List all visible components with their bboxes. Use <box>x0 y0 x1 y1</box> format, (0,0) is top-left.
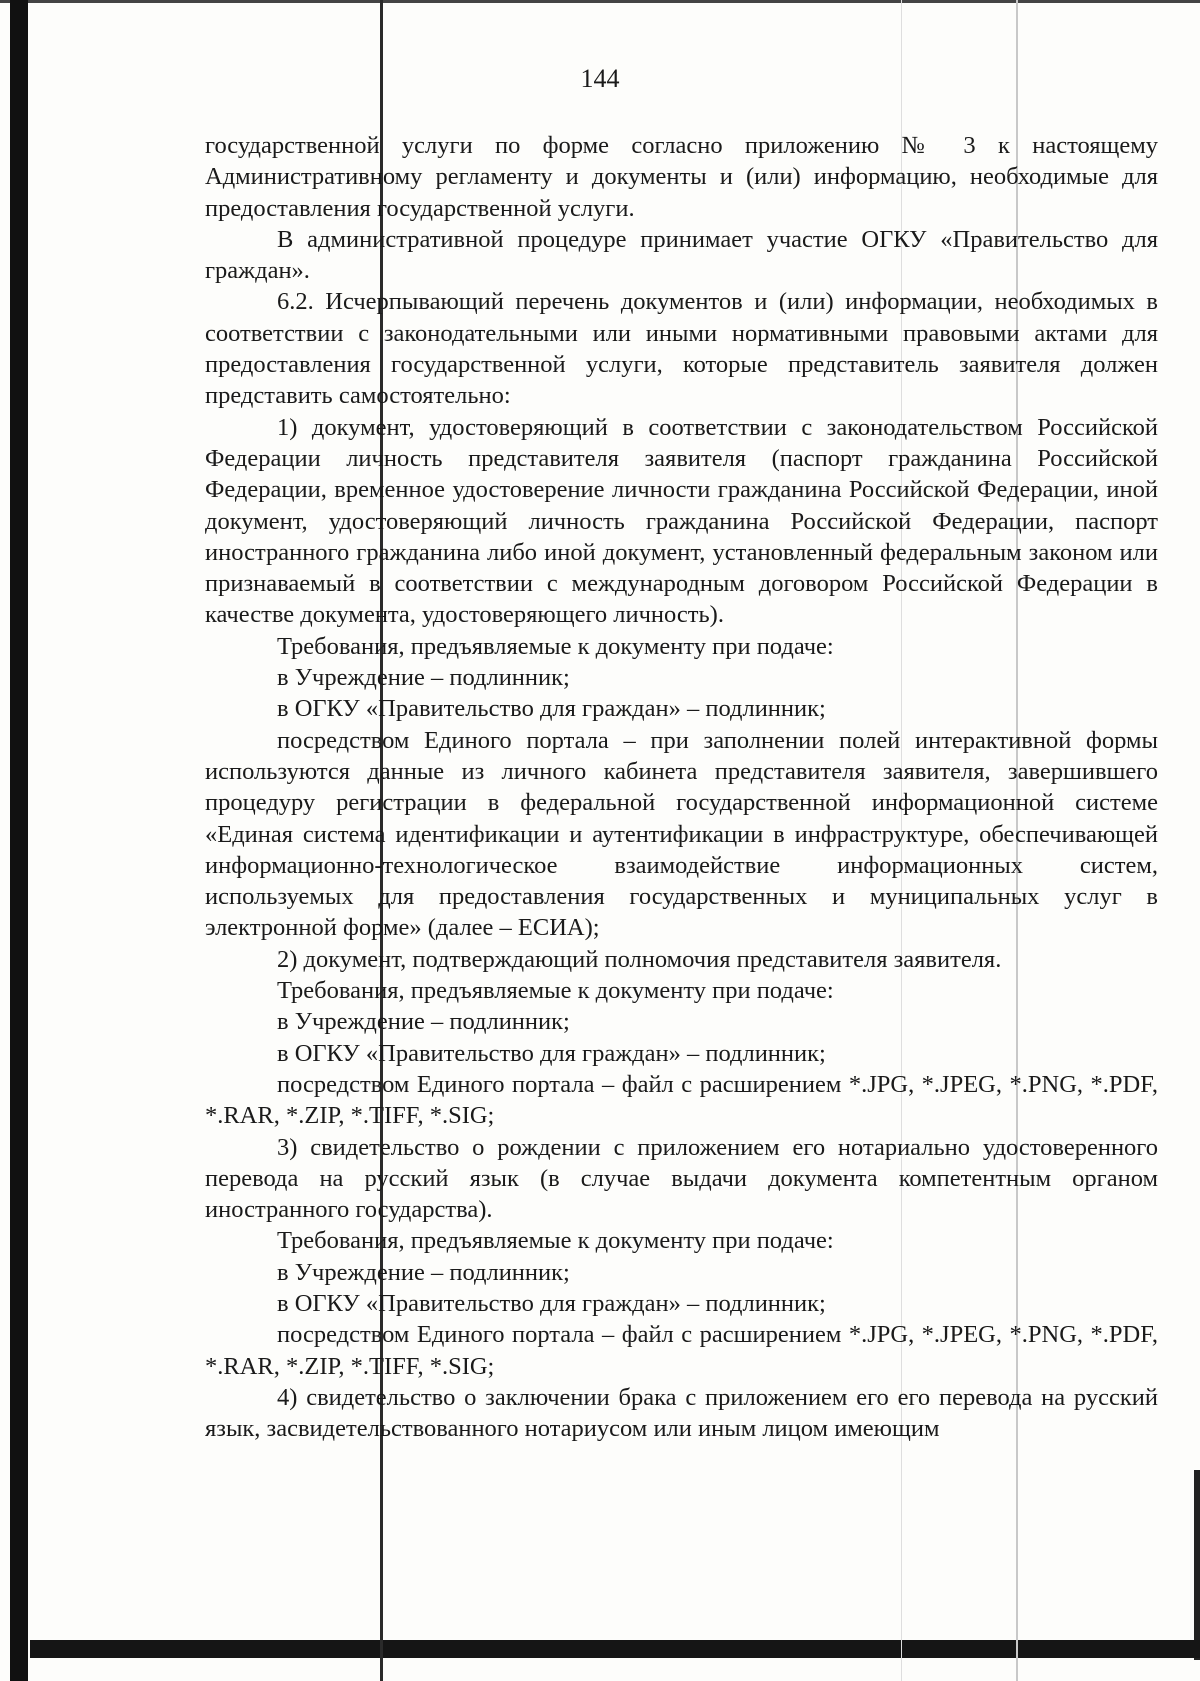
paragraph: В административной процедуре принимает участие ОГКУ «Правительство для граждан». <box>205 225 1158 285</box>
paragraph: государственной услуги по форме согласно приложению № 3 к настоящему Административному регламенту и документы и (или) информацию, необходимые для предоставления государственной услуги. <box>205 132 1158 222</box>
paragraph: 3) свидетельство о рождении с приложением его нотариально удостоверенного перевода на русский язык (в случае выдачи документа компетентным органом иностранного государства). <box>205 1133 1158 1224</box>
scan-edge-bottom <box>30 1640 1200 1658</box>
document-body <box>205 130 1158 1444</box>
paragraph: в ОГКУ «Правительство для граждан» – подлинник; <box>277 1039 826 1067</box>
paragraph: в Учреждение – подлинник; <box>277 664 570 692</box>
paragraph: 1) документ, удостоверяющий в соответствии с законодательством Российской Федерации личность представителя заявителя (паспорт гражданина Российской Федерации, временное удостоверение личности гражданина Российской Федерации, иной документ, удостоверяющий личность гражданина Российской Федерации, паспорт иностранного гражданина либо иной документ, установленный федеральным законом или признаваемый в соответствии с международным договором Российской Федерации в качестве документа, удостоверяющего личность). <box>205 413 1158 629</box>
paragraph: 6.2. Исчерпывающий перечень документов и (или) информации, необходимых в соответствии с законодательными или иными нормативными правовыми актами для предоставления государственной услуги, которые представитель заявителя должен представить самостоятельно: <box>205 288 1158 410</box>
paragraph: 4) свидетельство о заключении брака с приложением его его перевода на русский язык, засвидетельствованного нотариусом или иным лицом имеющим <box>205 1383 1158 1443</box>
paragraph: в Учреждение – подлинник; <box>277 1008 570 1036</box>
paragraph: в ОГКУ «Правительство для граждан» – подлинник; <box>277 1289 826 1317</box>
paragraph: в Учреждение – подлинник; <box>277 1258 570 1286</box>
paragraph: 2) документ, подтверждающий полномочия представителя заявителя. <box>277 945 1002 973</box>
scan-edge-right <box>1194 1470 1200 1660</box>
paragraph: Требования, предъявляемые к документу при подаче: <box>277 1227 834 1255</box>
scan-edge-top <box>0 0 1200 3</box>
paragraph: посредством Единого портала – при заполнении полей интерактивной формы используются данные из личного кабинета представителя заявителя, завершившего процедуру регистрации в федеральной государственной информационной системе «Единая система идентификации и аутентификации в инфраструктуре, обеспечивающей информационно-технологическое взаимодействие информационных систем, используемых для предоставления государственных и муниципальных услуг в электронной форме» (далее – ЕСИА); <box>205 726 1158 942</box>
page-number: 144 <box>580 64 620 93</box>
paragraph: в ОГКУ «Правительство для граждан» – подлинник; <box>277 695 826 723</box>
paragraph: Требования, предъявляемые к документу при подаче: <box>277 977 834 1005</box>
scan-edge-left <box>10 0 28 1681</box>
paragraph: Требования, предъявляемые к документу при подаче: <box>277 632 834 660</box>
paragraph: посредством Единого портала – файл с расширением *.JPG, *.JPEG, *.PNG, *.PDF, *.RAR, *.ZIP, *.TIFF, *.SIG; <box>205 1070 1158 1130</box>
paragraph: посредством Единого портала – файл с расширением *.JPG, *.JPEG, *.PNG, *.PDF, *.RAR, *.ZIP, *.TIFF, *.SIG; <box>205 1321 1158 1380</box>
